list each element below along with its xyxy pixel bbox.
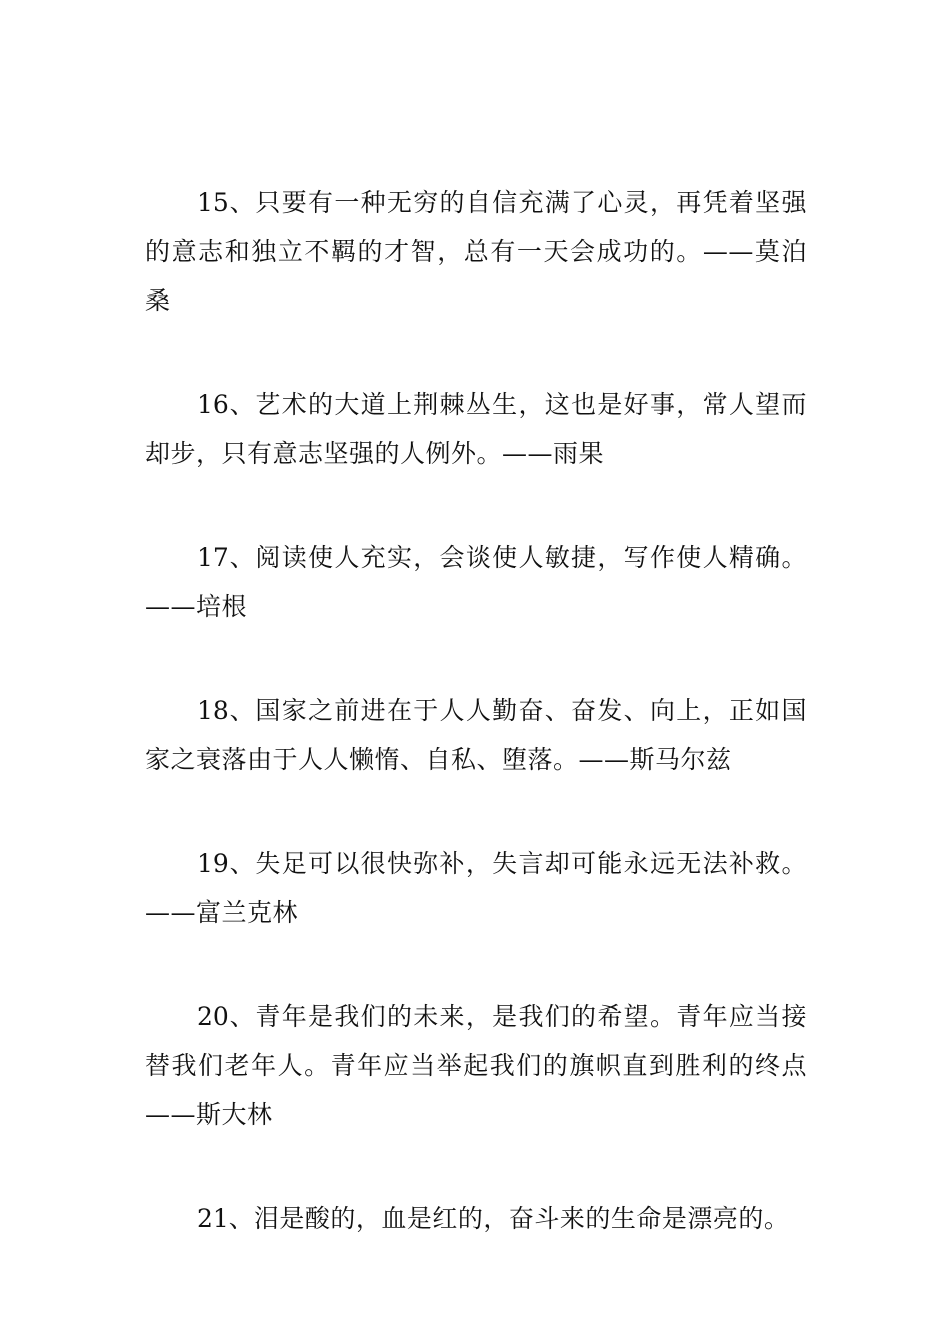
quote-number: 15、 <box>197 188 256 217</box>
quote-item <box>145 992 807 1139</box>
quote-number: 16、 <box>197 390 256 419</box>
quote-text: 只要有一种无穷的自信充满了心灵，再凭着坚强的意志和独立不羁的才智，总有一天会成功的。——莫泊桑 <box>145 188 807 315</box>
quote-number: 17、 <box>197 543 256 572</box>
quote-item <box>145 380 807 478</box>
quote-number: 18、 <box>197 696 256 725</box>
quote-text: 国家之前进在于人人勤奋、奋发、向上，正如国家之衰落由于人人懒惰、自私、堕落。——斯马尔兹 <box>145 696 807 774</box>
quote-item <box>145 533 807 631</box>
quote-text: 失足可以很快弥补，失言却可能永远无法补救。——富兰克林 <box>145 849 807 927</box>
quote-list <box>145 178 807 1243</box>
quote-item <box>145 178 807 325</box>
quote-number: 21、 <box>197 1204 254 1233</box>
quote-text: 泪是酸的，血是红的，奋斗来的生命是漂亮的。 <box>253 1204 790 1233</box>
quote-item <box>145 839 807 937</box>
quote-text: 阅读使人充实，会谈使人敏捷，写作使人精确。——培根 <box>145 543 807 621</box>
quote-number: 19、 <box>197 849 256 878</box>
quote-item <box>145 686 807 784</box>
quote-text: 青年是我们的未来，是我们的希望。青年应当接替我们老年人。青年应当举起我们的旗帜直到胜利的终点——斯大林 <box>145 1002 807 1129</box>
quote-number: 20、 <box>197 1002 256 1031</box>
quote-text: 艺术的大道上荆棘丛生，这也是好事，常人望而却步，只有意志坚强的人例外。——雨果 <box>145 390 807 468</box>
quote-item <box>145 1194 807 1243</box>
